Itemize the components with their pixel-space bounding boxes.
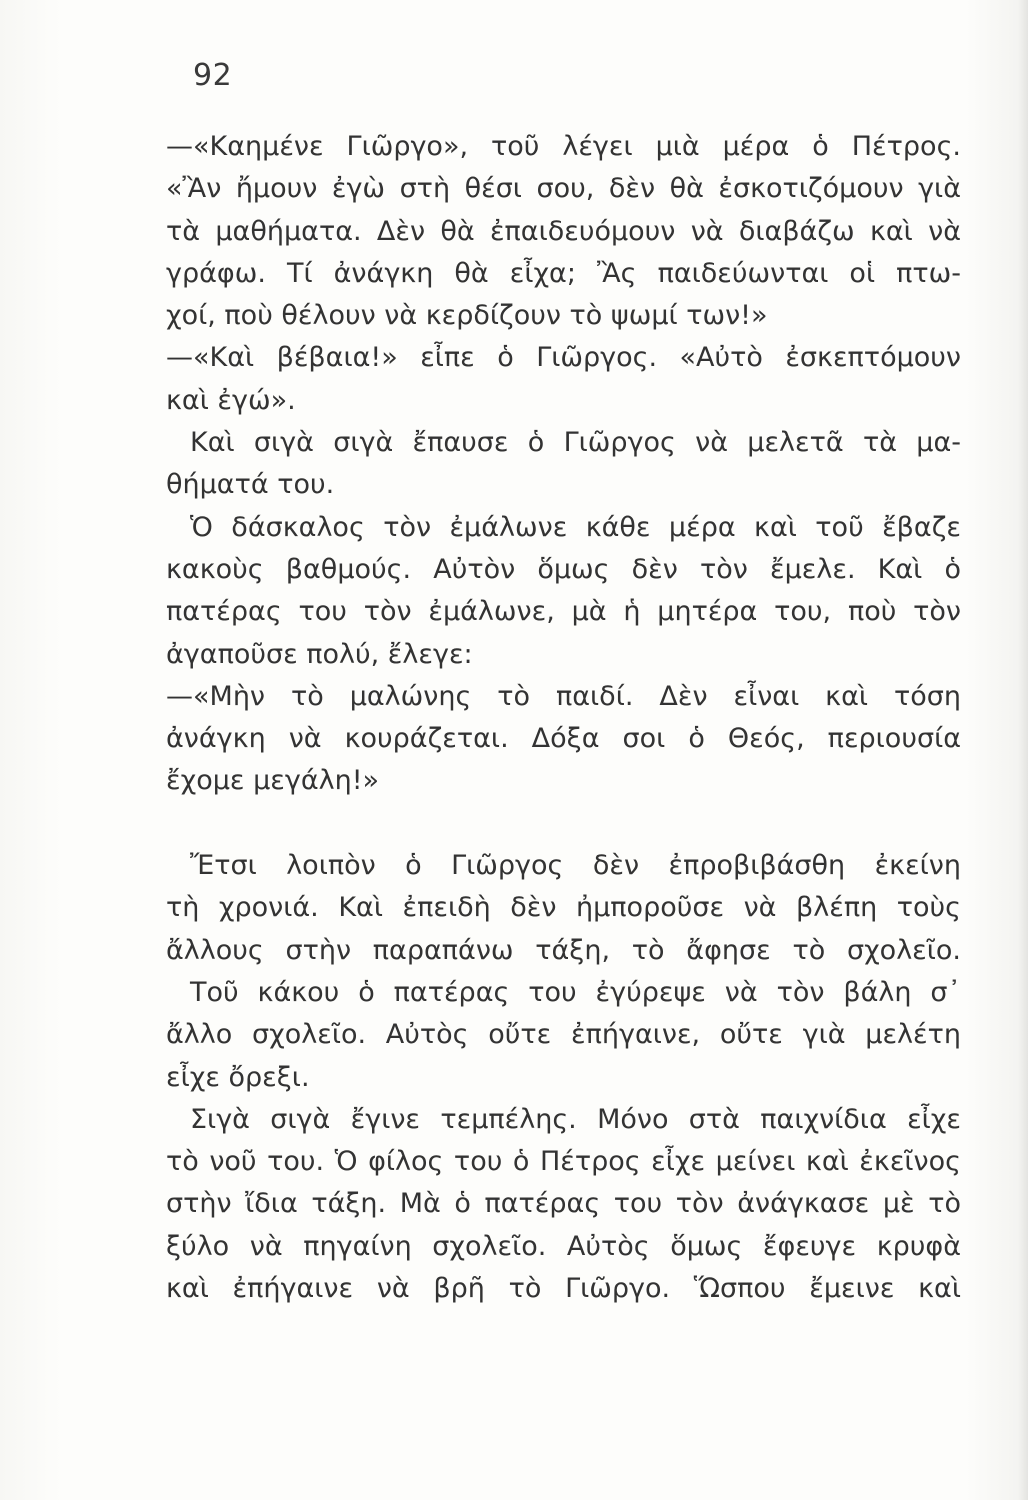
text-line: «Ἂν ἤμουν ἐγὼ στὴ θέσι σου, δὲν θὰ ἐσκοτιζόμουν γιὰ [166,173,961,205]
text-line: τὸ νοῦ του. Ὁ φίλος του ὁ Πέτρος εἶχε μείνει καὶ ἐκεῖνος [166,1146,961,1178]
text-line: —«Μὴν τὸ μαλώνης τὸ παιδί. Δὲν εἶναι καὶ τόση [166,680,961,712]
text-line: στὴν ἴδια τάξη. Μὰ ὁ πατέρας του τὸν ἀνάγκασε μὲ τὸ [166,1188,961,1220]
text-line: ἔχομε μεγάλη!» [166,765,380,797]
text-line: εἶχε ὄρεξι. [166,1061,310,1093]
text-line: Ὁ δάσκαλος τὸν ἐμάλωνε κάθε μέρα καὶ τοῦ ἔβαζε [190,511,961,543]
text-line: —«Καημένε Γιῶργο», τοῦ λέγει μιὰ μέρα ὁ Πέτρος. [166,131,961,162]
text-line: καὶ ἐγώ». [166,384,296,416]
text-line: ἀνάγκη νὰ κουράζεται. Δόξα σοι ὁ Θεός, περιουσία [166,723,961,755]
text-line: ἀγαποῦσε πολύ, ἔλεγε: [166,638,473,670]
body-text [166,126,961,1310]
page-number: 92 [193,58,233,93]
text-line: Σιγὰ σιγὰ ἔγινε τεμπέλης. Μόνο στὰ παιχνίδια εἶχε [190,1103,961,1135]
text-line: ἄλλο σχολεῖο. Αὐτὸς οὔτε ἐπήγαινε, οὔτε γιὰ μελέτη [166,1019,961,1051]
text-line: Ἔτσι λοιπὸν ὁ Γιῶργος δὲν ἐπροβιβάσθη ἐκείνη [190,850,961,882]
text-line: κακοὺς βαθμούς. Αὐτὸν ὅμως δὲν τὸν ἔμελε. Καὶ ὁ [166,553,961,585]
text-line: τὴ χρονιά. Καὶ ἐπειδὴ δὲν ἠμποροῦσε νὰ βλέπη τοὺς [166,892,961,924]
text-line: γράφω. Τί ἀνάγκη θὰ εἶχα; Ἂς παιδεύωνται οἱ πτω- [166,257,961,289]
paragraph-gap [166,803,961,845]
text-line: θήματά του. [166,469,335,501]
text-line: Τοῦ κάκου ὁ πατέρας του ἐγύρεψε νὰ τὸν βάλη σ᾽ [190,976,961,1008]
text-line: ἄλλους στὴν παραπάνω τάξη, τὸ ἄφησε τὸ σχολεῖο. [166,934,961,966]
text-line: πατέρας του τὸν ἐμάλωνε, μὰ ἡ μητέρα του, ποὺ τὸν [166,596,961,628]
text-line: τὰ μαθήματα. Δὲν θὰ ἐπαιδευόμουν νὰ διαβάζω καὶ νὰ [166,215,961,247]
text-line: ξύλο νὰ πηγαίνη σχολεῖο. Αὐτὸς ὅμως ἔφευγε κρυφὰ [166,1230,961,1262]
text-line: χοί, ποὺ θέλουν νὰ κερδίζουν τὸ ψωμί των!» [166,300,768,332]
text-line: —«Καὶ βέβαια!» εἶπε ὁ Γιῶργος. «Αὐτὸ ἐσκεπτόμουν [166,342,961,374]
text-line: καὶ ἐπήγαινε νὰ βρῆ τὸ Γιῶργο. Ὥσπου ἔμεινε καὶ [166,1273,961,1305]
text-line: Καὶ σιγὰ σιγὰ ἔπαυσε ὁ Γιῶργος νὰ μελετᾶ τὰ μα- [190,427,961,459]
page-edge-shadow [1018,0,1028,1500]
